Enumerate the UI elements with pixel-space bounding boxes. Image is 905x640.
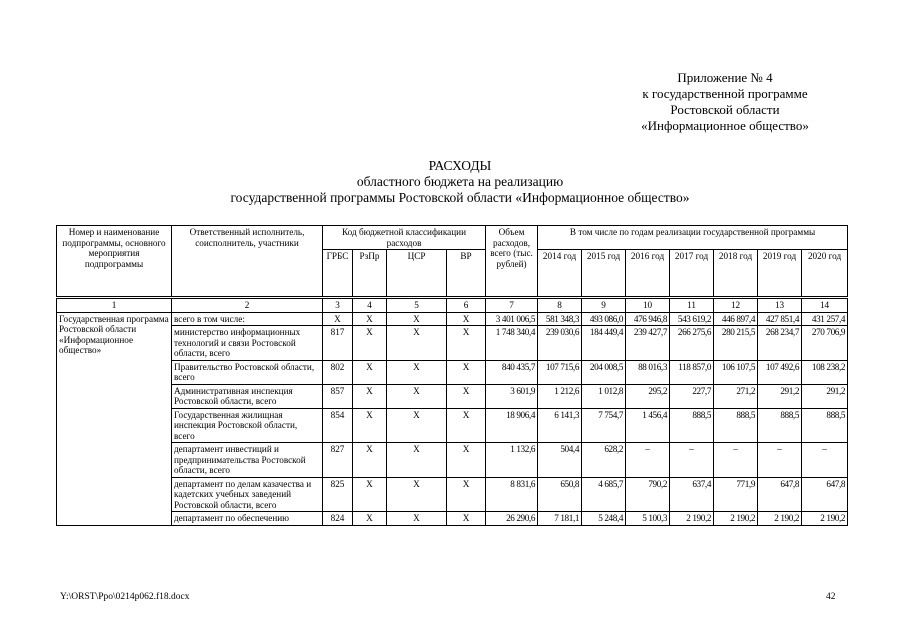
total-cell: 3 601,9 [486,384,538,408]
year-value-cell: 628,2 [582,443,626,478]
header-volume: Объем расходов, всего (тыс. рублей) [486,226,538,298]
year-value-cell: 5 100,3 [626,512,670,526]
col-num: 4 [353,298,387,313]
table-row [57,477,848,512]
year-value-cell: – [670,443,714,478]
year-value-cell: 106 107,5 [714,360,758,384]
year-value-cell: – [802,443,848,478]
year-value-cell: 888,5 [670,408,714,443]
year-value-cell: 239 030,6 [538,326,582,361]
grbs-cell: X [323,312,353,326]
year-value-cell: 7 181,1 [538,512,582,526]
year-value-cell: 1 456,4 [626,408,670,443]
year-value-cell: 4 685,7 [582,477,626,512]
csr-cell: X [387,326,447,361]
table-row [57,384,848,408]
csr-cell: X [387,512,447,526]
year-value-cell: 476 946,8 [626,312,670,326]
col-num: 13 [758,298,802,313]
header-grbs: ГРБС [323,250,353,298]
csr-cell: X [387,443,447,478]
grbs-cell: 802 [323,360,353,384]
appendix-line-3: Ростовской области [670,102,780,117]
appendix-line-2: к государственной программе [642,86,808,101]
executor-cell: Административная инспекция Ростовской области, всего [172,384,323,408]
col-num: 12 [714,298,758,313]
vr-cell: X [447,512,486,526]
col-num: 5 [387,298,447,313]
year-value-cell: 493 086,0 [582,312,626,326]
table-body [57,312,848,525]
year-value-cell: 291,2 [758,384,802,408]
rzpr-cell: X [353,408,387,443]
year-value-cell: 6 141,3 [538,408,582,443]
rzpr-cell: X [353,384,387,408]
header-executor: Ответственный исполнитель, соисполнитель, участники [172,226,323,298]
grbs-cell: 827 [323,443,353,478]
table-row [57,408,848,443]
csr-cell: X [387,408,447,443]
year-value-cell: 5 248,4 [582,512,626,526]
grbs-cell: 817 [323,326,353,361]
year-value-cell: 888,5 [758,408,802,443]
appendix-block [600,70,850,134]
rzpr-cell: X [353,477,387,512]
year-value-cell: 2 190,2 [758,512,802,526]
executor-cell: департамент по обеспечению [172,512,323,526]
year-value-cell: 431 257,4 [802,312,848,326]
col-num: 2 [172,298,323,313]
year-value-cell: 88 016,3 [626,360,670,384]
header-by-years: В том числе по годам реализации государственной программы [538,226,848,250]
year-value-cell: 227,7 [670,384,714,408]
year-value-cell: 1 212,6 [538,384,582,408]
vr-cell: X [447,312,486,326]
header-year-2019: 2019 год [758,250,802,298]
rzpr-cell: X [353,360,387,384]
appendix-line-1: Приложение № 4 [677,70,773,85]
executor-cell: департамент по делам казачества и кадетских учебных заведений Ростовской области, всего [172,477,323,512]
header-vr: ВР [447,250,486,298]
year-value-cell: 271,2 [714,384,758,408]
year-value-cell: 270 706,9 [802,326,848,361]
header-name: Номер и наименование подпрограммы, основного мероприятия подпрограммы [57,226,172,298]
year-value-cell: 266 275,6 [670,326,714,361]
year-value-cell: 295,2 [626,384,670,408]
year-value-cell: 280 215,5 [714,326,758,361]
year-value-cell: 647,8 [802,477,848,512]
year-value-cell: 771,9 [714,477,758,512]
footer-file-path: Y:\ORST\Ppo\0214p062.f18.docx [60,592,190,602]
year-value-cell: 7 754,7 [582,408,626,443]
year-value-cell: 239 427,7 [626,326,670,361]
rzpr-cell: X [353,312,387,326]
year-value-cell: 107 492,6 [758,360,802,384]
csr-cell: X [387,360,447,384]
col-num: 7 [486,298,538,313]
vr-cell: X [447,326,486,361]
col-num: 9 [582,298,626,313]
year-value-cell: 268 234,7 [758,326,802,361]
heading-line-2: областного бюджета на реализацию [356,174,564,189]
grbs-cell: 824 [323,512,353,526]
year-value-cell: 118 857,0 [670,360,714,384]
csr-cell: X [387,384,447,408]
heading-line-3: государственной программы Ростовской области «Информационное общество» [230,190,690,205]
col-num: 8 [538,298,582,313]
executor-cell: всего в том числе: [172,312,323,326]
total-cell: 3 401 006,5 [486,312,538,326]
col-num: 11 [670,298,714,313]
executor-cell: Государственная жилищная инспекция Ростовской области, всего [172,408,323,443]
table-row [57,443,848,478]
table-row [57,312,848,326]
year-value-cell: 184 449,4 [582,326,626,361]
executor-cell: департамент инвестиций и предпринимательства Ростовской области, всего [172,443,323,478]
vr-cell: X [447,360,486,384]
heading-title: РАСХОДЫ [428,158,492,173]
expenses-table [56,225,848,526]
appendix-line-4: «Информационное общество» [641,118,809,133]
header-year-2018: 2018 год [714,250,758,298]
year-value-cell: 888,5 [802,408,848,443]
year-value-cell: 504,4 [538,443,582,478]
total-cell: 1 132,6 [486,443,538,478]
executor-cell: Правительство Ростовской области, всего [172,360,323,384]
header-year-2015: 2015 год [582,250,626,298]
col-num: 14 [802,298,848,313]
year-value-cell: – [626,443,670,478]
program-name-cell: Государственная программа Ростовской области «Информационное общество» [57,312,172,525]
vr-cell: X [447,408,486,443]
header-year-2014: 2014 год [538,250,582,298]
executor-cell: министерство информационных технологий и связи Ростовской области, всего [172,326,323,361]
year-value-cell: – [758,443,802,478]
vr-cell: X [447,477,486,512]
total-cell: 1 748 340,4 [486,326,538,361]
year-value-cell: 107 715,6 [538,360,582,384]
total-cell: 840 435,7 [486,360,538,384]
header-year-2017: 2017 год [670,250,714,298]
year-value-cell: 650,8 [538,477,582,512]
total-cell: 26 290,6 [486,512,538,526]
total-cell: 8 831,6 [486,477,538,512]
grbs-cell: 857 [323,384,353,408]
header-year-2020: 2020 год [802,250,848,298]
header-rzpr: РзПр [353,250,387,298]
rzpr-cell: X [353,326,387,361]
column-numbers-row [57,298,848,313]
year-value-cell: – [714,443,758,478]
year-value-cell: 581 348,3 [538,312,582,326]
year-value-cell: 2 190,2 [670,512,714,526]
csr-cell: X [387,477,447,512]
vr-cell: X [447,443,486,478]
year-value-cell: 204 008,5 [582,360,626,384]
csr-cell: X [387,312,447,326]
grbs-cell: 825 [323,477,353,512]
year-value-cell: 637,4 [670,477,714,512]
col-num: 6 [447,298,486,313]
year-value-cell: 427 851,4 [758,312,802,326]
year-value-cell: 790,2 [626,477,670,512]
grbs-cell: 854 [323,408,353,443]
header-csr: ЦСР [387,250,447,298]
header-year-2016: 2016 год [626,250,670,298]
year-value-cell: 291,2 [802,384,848,408]
year-value-cell: 108 238,2 [802,360,848,384]
col-num: 3 [323,298,353,313]
year-value-cell: 446 897,4 [714,312,758,326]
total-cell: 18 906,4 [486,408,538,443]
footer-page-number: 42 [826,592,836,602]
year-value-cell: 2 190,2 [802,512,848,526]
header-budget-code: Код бюджетной классификации расходов [323,226,486,250]
year-value-cell: 2 190,2 [714,512,758,526]
year-value-cell: 543 619,2 [670,312,714,326]
rzpr-cell: X [353,443,387,478]
table-row [57,360,848,384]
document-heading [150,158,770,206]
year-value-cell: 1 012,8 [582,384,626,408]
rzpr-cell: X [353,512,387,526]
table-row [57,512,848,526]
year-value-cell: 647,8 [758,477,802,512]
year-value-cell: 888,5 [714,408,758,443]
vr-cell: X [447,384,486,408]
col-num: 1 [57,298,172,313]
col-num: 10 [626,298,670,313]
table-row [57,326,848,361]
